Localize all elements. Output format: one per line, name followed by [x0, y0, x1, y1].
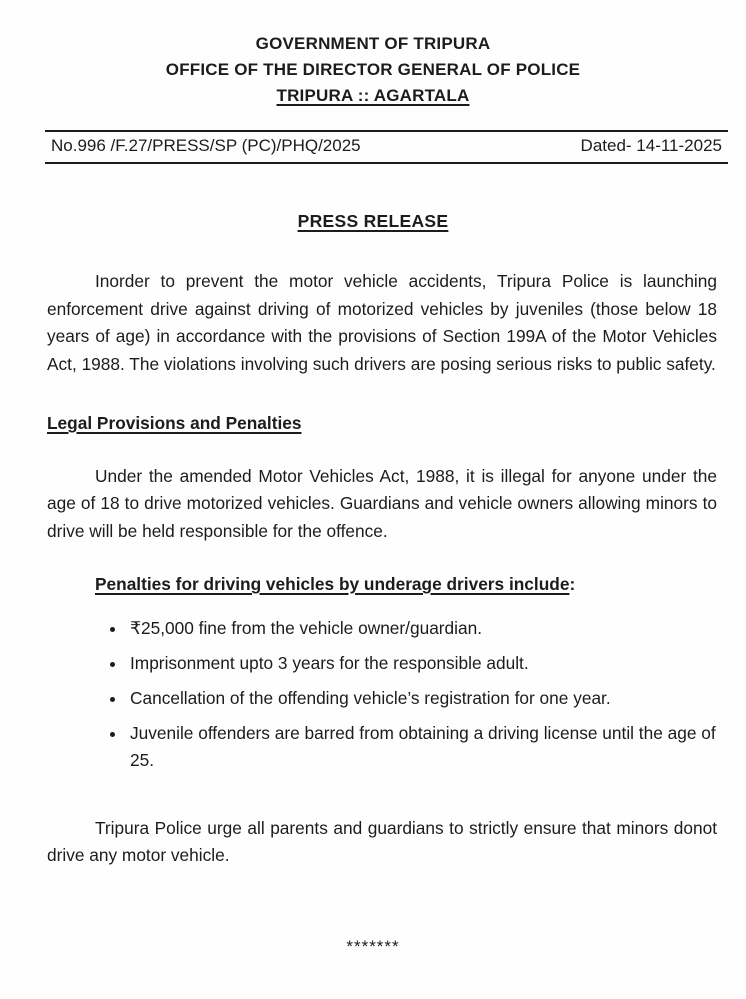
penalty-item-fine: • ₹25,000 fine from the vehicle owner/guardian.	[127, 615, 717, 643]
penalties-heading-colon: :	[569, 574, 576, 594]
end-of-document-mark: *******	[346, 937, 400, 956]
closing-paragraph: Tripura Police urge all parents and guardians to strictly ensure that minors donot drive any motor vehicle.	[47, 817, 717, 865]
intro-paragraph: Inorder to prevent the motor vehicle accidents, Tripura Police is launching enforcement drive against driving of motorized vehicles by juveniles (those below 18 years of age) in accordance with the provisions of Section 199A of the Motor Vehicles Act, 1988. The violations involving such drivers are posing serious risks to public safety.	[47, 271, 717, 374]
reference-number: No.996 /F.27/PRESS/SP (PC)/PHQ/2025	[51, 136, 361, 155]
reference-date: Dated- 14-11-2025	[580, 136, 722, 155]
penalty-item-license: • Juvenile offenders are barred from obtaining a driving license until the age of 25.	[127, 720, 717, 775]
press-release-title: PRESS RELEASE	[297, 211, 449, 231]
letterhead-office-line: OFFICE OF THE DIRECTOR GENERAL OF POLICE	[165, 60, 581, 79]
letterhead	[0, 31, 746, 109]
reference-block	[45, 130, 728, 164]
penalty-item-registration: • Cancellation of the offending vehicle’s registration for one year.	[127, 685, 717, 713]
letterhead-location-line: TRIPURA :: AGARTALA	[276, 86, 470, 105]
penalty-item-imprisonment: • Imprisonment upto 3 years for the responsible adult.	[127, 650, 717, 678]
document-body	[47, 268, 717, 870]
penalties-list	[47, 615, 717, 775]
legal-provisions-heading: Legal Provisions and Penalties	[47, 413, 302, 433]
letterhead-government-line: GOVERNMENT OF TRIPURA	[255, 34, 491, 53]
penalties-heading: Penalties for driving vehicles by underage drivers include:	[95, 574, 576, 594]
legal-provisions-paragraph: Under the amended Motor Vehicles Act, 1988, it is illegal for anyone under the age of 18 to drive motorized vehicles. Guardians and vehicle owners allowing minors to drive will be held responsible for the offence.	[47, 465, 717, 541]
